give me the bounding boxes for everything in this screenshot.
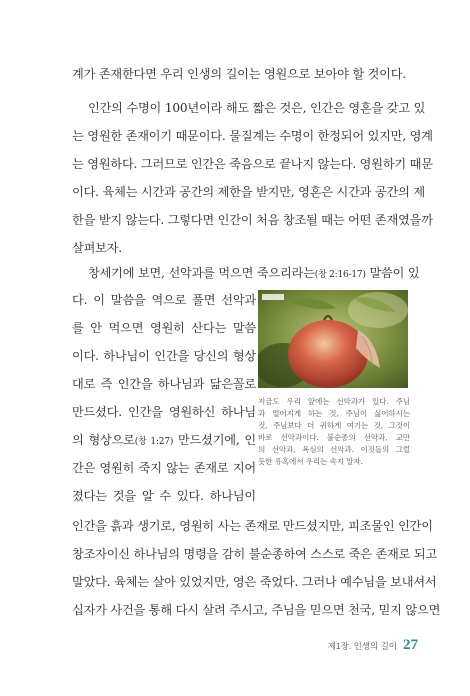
photo-caption-line: 과 멀어지게 하는 것, 주님이 싫어하시는 <box>258 409 410 418</box>
body-line: 를 안 먹으면 영원히 산다는 말씀 <box>72 321 256 335</box>
photo-caption-line: 지금도 우리 앞에는 선악과가 있다. 주님 <box>258 397 410 406</box>
body-line: 인간의 수명이 100년이라 해도 짧은 것은, 인간은 영혼을 갖고 있 <box>88 101 426 115</box>
text-segment: 의 형상으로 <box>72 433 135 447</box>
body-line: 한을 받지 않는다. 그렇다면 인간이 처음 창조될 때는 어떤 존재였을까 <box>72 213 433 227</box>
body-line: 다. 이 말씀을 역으로 풀면 선악과 <box>72 293 256 307</box>
body-line: 대로 즉 인간을 하나님과 닮은꼴로 <box>72 377 256 391</box>
apple-illustration <box>258 290 408 388</box>
body-line: 말았다. 육체는 살아 있었지만, 영은 죽었다. 그러나 예수님을 보내셔서 <box>72 575 437 589</box>
scripture-reference: (창 1:27) <box>134 437 174 447</box>
body-line: 살펴보자. <box>72 241 122 255</box>
body-line-with-reference <box>72 265 420 283</box>
body-line: 창조자이신 하나님의 명령을 감히 불순종하여 스스로 죽은 존재로 되고 <box>72 547 438 561</box>
text-segment: 만드셨기에, 인 <box>173 433 256 447</box>
page-footer <box>328 637 418 654</box>
scripture-reference: (창 2:16-17) <box>314 270 366 280</box>
body-line-with-reference <box>72 432 256 450</box>
photo-caption-line: 듯한 유혹에서 우리는 속지 말자. <box>258 457 363 466</box>
text-segment: 말씀이 있 <box>365 266 420 280</box>
body-line: 십자가 사건을 통해 다시 살려 주시고, 주님을 믿으면 천국, 믿지 않으면 <box>72 603 441 617</box>
body-line: 인간을 흙과 생기로, 영원히 사는 존재로 만드셨지만, 피조물인 인간이 <box>72 519 433 533</box>
body-line: 는 영원하다. 그러므로 인간은 죽음으로 끝나지 않는다. 영원하기 때문 <box>72 157 433 171</box>
photo-caption-line: 바로 선악과이다. 불순종의 선악과, 교만 <box>258 433 410 442</box>
body-line: 는 영원한 존재이기 때문이다. 물질계는 수명이 한정되어 있지만, 영계 <box>72 129 433 143</box>
page-number: 27 <box>403 637 418 653</box>
apple-photo <box>258 290 408 388</box>
body-line: 만드셨다. 인간을 영원하신 하나님 <box>72 405 256 419</box>
body-line: 이다. 육체는 시간과 공간의 제한을 받지만, 영혼은 시간과 공간의 제 <box>72 185 425 199</box>
photo-caption-line: 것, 주님보다 더 귀하게 여기는 것, 그것이 <box>258 421 410 430</box>
body-line: 계가 존재한다면 우리 인생의 길이는 영원으로 보아야 할 것이다. <box>72 67 406 81</box>
body-line: 간은 영원히 죽지 않는 존재로 지어 <box>72 461 256 475</box>
body-line: 졌다는 것을 알 수 있다. 하나님이 <box>72 489 256 503</box>
chapter-title: 제1장. 인생의 길이 <box>327 641 397 651</box>
text-segment: 창세기에 보면, 선악과를 먹으면 죽으리라는 <box>88 266 315 280</box>
body-line: 이다. 하나님이 인간을 당신의 형상 <box>72 349 256 363</box>
photo-caption-line: 의 선악과, 욕심의 선악과. 이것들의 그럴 <box>258 445 410 454</box>
